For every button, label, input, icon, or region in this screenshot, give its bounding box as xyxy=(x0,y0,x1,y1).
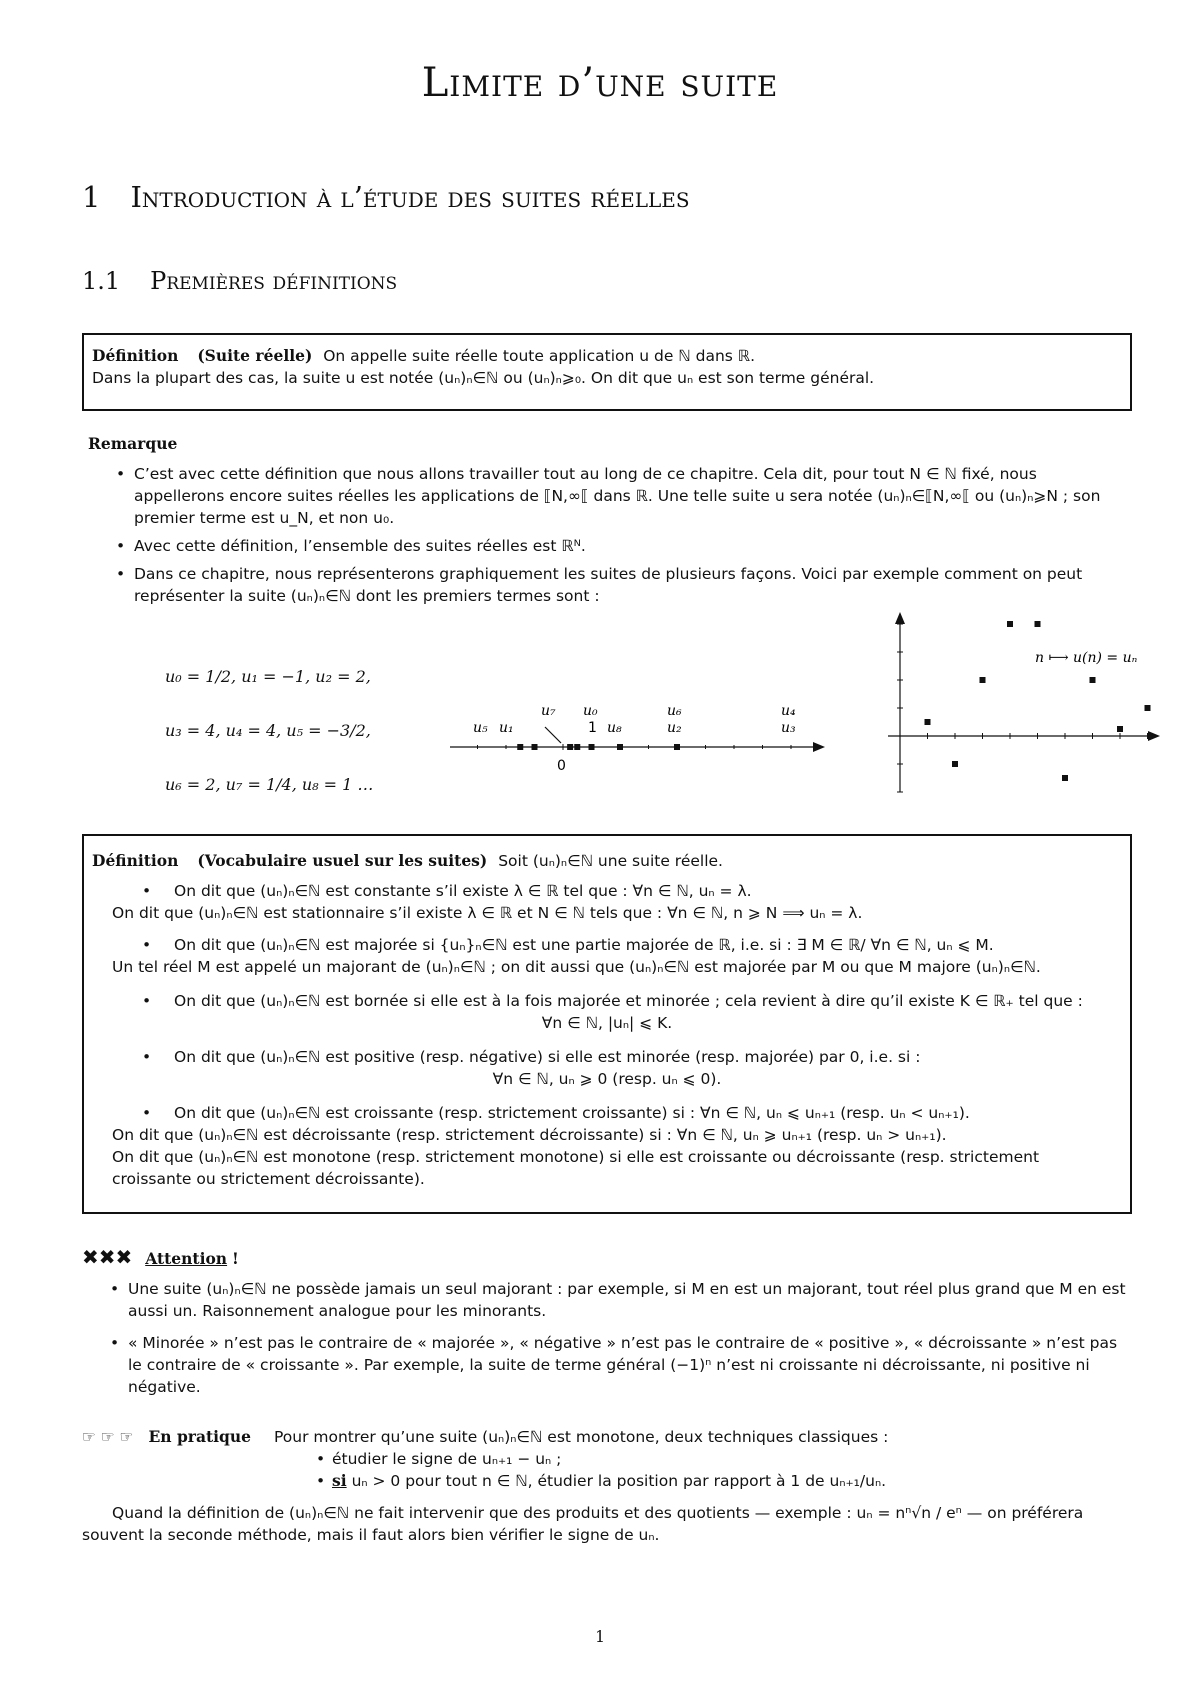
list-item: • Une suite (uₙ)ₙ∈ℕ ne possède jamais un seul majorant : par exemple, si M en est un majorant, tout réel plus grand que M en est aussi un. Raisonnement analogue pour les minorants. xyxy=(82,1278,1132,1322)
definition-box-suite-reelle xyxy=(82,333,1132,411)
section-1-1-heading xyxy=(82,267,398,295)
section-title: Premières définitions xyxy=(150,267,398,295)
pratique-label: En pratique xyxy=(148,1427,252,1446)
attention-icons: ✖✖✖ xyxy=(82,1245,133,1269)
definition-label: Définition xyxy=(92,346,179,365)
pratique-intro: Pour montrer qu’une suite (uₙ)ₙ∈ℕ est monotone, deux techniques classiques : xyxy=(273,1428,889,1446)
list-item: • Avec cette définition, l’ensemble des suites réelles est ℝᴺ. xyxy=(88,535,1128,557)
terms-line: u₃ = 4, u₄ = 4, u₅ = −3/2, xyxy=(165,721,371,740)
label-u2: u₂ xyxy=(667,720,682,736)
scatter-point-u4 xyxy=(1035,621,1041,627)
definition-item: • On dit que (uₙ)ₙ∈ℕ est croissante (resp. strictement croissante) si : ∀n ∈ ℕ, uₙ ⩽ uₙ₊₁ (resp. uₙ < uₙ₊₁). xyxy=(92,1102,1122,1124)
y-axis-arrow-icon xyxy=(895,612,905,624)
pratique-icons: ☞ ☞ ☞ xyxy=(82,1428,134,1446)
line-point-u5 xyxy=(517,744,523,750)
scatter-point-u7 xyxy=(1117,726,1123,732)
line-point-u7 xyxy=(567,744,573,750)
graph-label: n ⟼ u(n) = uₙ xyxy=(1035,650,1138,666)
definition-item: On dit que (uₙ)ₙ∈ℕ est monotone (resp. strictement monotone) si elle est croissante ou décroissante (resp. strictement croissante ou strictement décroissante). xyxy=(112,1148,1040,1188)
scatter-point-u6 xyxy=(1090,677,1096,683)
definition-item: On dit que (uₙ)ₙ∈ℕ est décroissante (resp. strictement décroissante) si : ∀n ∈ ℕ, uₙ ⩾ uₙ₊₁ (resp. uₙ > uₙ₊₁). xyxy=(112,1126,947,1144)
definition-box-vocabulaire xyxy=(82,834,1132,1214)
definition-item: Un tel réel M est appelé un majorant de (uₙ)ₙ∈ℕ ; on dit aussi que (uₙ)ₙ∈ℕ est majorée par M ou que M majore (uₙ)ₙ∈ℕ. xyxy=(112,958,1041,976)
label-u7: u₇ xyxy=(541,703,556,719)
scatter-point-u3 xyxy=(1007,621,1013,627)
label-zero: 0 xyxy=(557,758,566,774)
section-title: Introduction à l’étude des suites réelles xyxy=(130,180,690,214)
section-number: 1.1 xyxy=(82,267,121,295)
label-u1: u₁ xyxy=(499,720,514,736)
terms-line: u₆ = 2, u₇ = 1/4, u₈ = 1 … xyxy=(165,775,374,794)
label-u3: u₃ xyxy=(781,720,796,736)
list-item: • étudier le signe de uₙ₊₁ − uₙ ; xyxy=(82,1448,1132,1470)
scatter-point-u2 xyxy=(980,677,986,683)
label-u5: u₅ xyxy=(473,720,488,736)
section-1-heading xyxy=(82,180,690,214)
label-u8: u₈ xyxy=(607,720,622,736)
remarque-label: Remarque xyxy=(88,434,178,453)
scatter-point-u5 xyxy=(1062,775,1068,781)
scatter-point-u8 xyxy=(1145,705,1151,711)
definition-item: On dit que (uₙ)ₙ∈ℕ est stationnaire s’il existe λ ∈ ℝ et N ∈ ℕ tels que : ∀n ∈ ℕ, n ⩾ N ⟹ uₙ = λ. xyxy=(112,904,863,922)
u7-pointer xyxy=(545,727,561,743)
list-item: • C’est avec cette définition que nous allons travailler tout au long de ce chapitre. Cela dit, pour tout N ∈ ℕ fixé, nous appellerons encore suites réelles les applications de ⟦N,∞⟦ dans ℝ. Une telle suite u sera notée (uₙ)ₙ∈⟦N,∞⟦ ou (uₙ)ₙ⩾N ; son premier terme est u_N, et non u₀. xyxy=(88,463,1128,529)
pratique-paragraph: Quand la définition de (uₙ)ₙ∈ℕ ne fait intervenir que des produits et des quotients — exemple : uₙ = nⁿ√n / eⁿ — on préférera souvent la seconde méthode, mais il faut alors bien vérifier le signe de uₙ. xyxy=(82,1504,1084,1544)
list-item: • « Minorée » n’est pas le contraire de « majorée », « négative » n’est pas le contraire de « positive », « décroissante » n’est pas le contraire de « croissante ». Par exemple, la suite de terme général (−1)ⁿ n’est ni croissante ni décroissante, ni positive ni négative. xyxy=(82,1332,1132,1398)
label-u6: u₆ xyxy=(667,703,682,719)
definition-text: On appelle suite réelle toute application u de ℕ dans ℝ. xyxy=(323,347,756,365)
first-terms xyxy=(165,650,373,812)
section-number: 1 xyxy=(82,180,101,214)
list-item: uₙ > 0 pour tout n ∈ ℕ, étudier la position par rapport à 1 de uₙ₊₁/uₙ. xyxy=(351,1472,887,1490)
label-u4: u₄ xyxy=(781,703,796,719)
pratique-si: si xyxy=(332,1471,347,1490)
axis-arrow-icon xyxy=(813,742,825,752)
definition-label: Définition xyxy=(92,851,179,870)
scatter-point-u0 xyxy=(925,719,931,725)
remarque-block xyxy=(88,433,1128,607)
definition-formula: ∀n ∈ ℕ, |uₙ| ⩽ K. xyxy=(541,1014,673,1032)
definition-item: • On dit que (uₙ)ₙ∈ℕ est majorée si {uₙ}ₙ∈ℕ est une partie majorée de ℝ, i.e. si : ∃ M ∈ ℝ/ ∀n ∈ ℕ, uₙ ⩽ M. xyxy=(92,934,1122,956)
list-item: • Dans ce chapitre, nous représenterons graphiquement les suites de plusieurs façons. Voici par exemple comment on peut représenter la suite (uₙ)ₙ∈ℕ dont les premiers termes sont : xyxy=(88,563,1128,607)
scatter-points xyxy=(925,621,1151,781)
x-axis-arrow-icon xyxy=(1148,731,1160,741)
attention-mark: ! xyxy=(232,1249,239,1268)
pratique-block xyxy=(82,1426,1132,1546)
definition-name: (Vocabulaire usuel sur les suites) xyxy=(197,851,488,870)
label-one: 1 xyxy=(588,720,597,736)
attention-block xyxy=(82,1246,1132,1398)
label-u0: u₀ xyxy=(583,703,598,719)
attention-label: Attention xyxy=(145,1249,228,1268)
definition-text: Dans la plupart des cas, la suite u est notée (uₙ)ₙ∈ℕ ou (uₙ)ₙ⩾₀. On dit que uₙ est son terme général. xyxy=(92,369,875,387)
line-point-u0 xyxy=(574,744,580,750)
real-line-diagram xyxy=(445,690,835,800)
definition-text: Soit (uₙ)ₙ∈ℕ une suite réelle. xyxy=(498,852,723,870)
scatter-point-u1 xyxy=(952,761,958,767)
page-number: 1 xyxy=(595,1628,605,1646)
scatter-graph xyxy=(880,612,1170,802)
definition-formula: ∀n ∈ ℕ, uₙ ⩾ 0 (resp. uₙ ⩽ 0). xyxy=(492,1070,722,1088)
definition-item: • On dit que (uₙ)ₙ∈ℕ est positive (resp. négative) si elle est minorée (resp. majorée) par 0, i.e. si : xyxy=(92,1046,1122,1068)
definition-item: • On dit que (uₙ)ₙ∈ℕ est constante s’il existe λ ∈ ℝ tel que : ∀n ∈ ℕ, uₙ = λ. xyxy=(92,880,1122,902)
terms-line: u₀ = 1/2, u₁ = −1, u₂ = 2, xyxy=(165,667,371,686)
definition-name: (Suite réelle) xyxy=(197,346,313,365)
definition-item: • On dit que (uₙ)ₙ∈ℕ est bornée si elle est à la fois majorée et minorée ; cela revient à dire qu’il existe K ∈ ℝ₊ tel que : xyxy=(92,990,1122,1012)
page-title: Limite d’une suite xyxy=(421,60,779,106)
